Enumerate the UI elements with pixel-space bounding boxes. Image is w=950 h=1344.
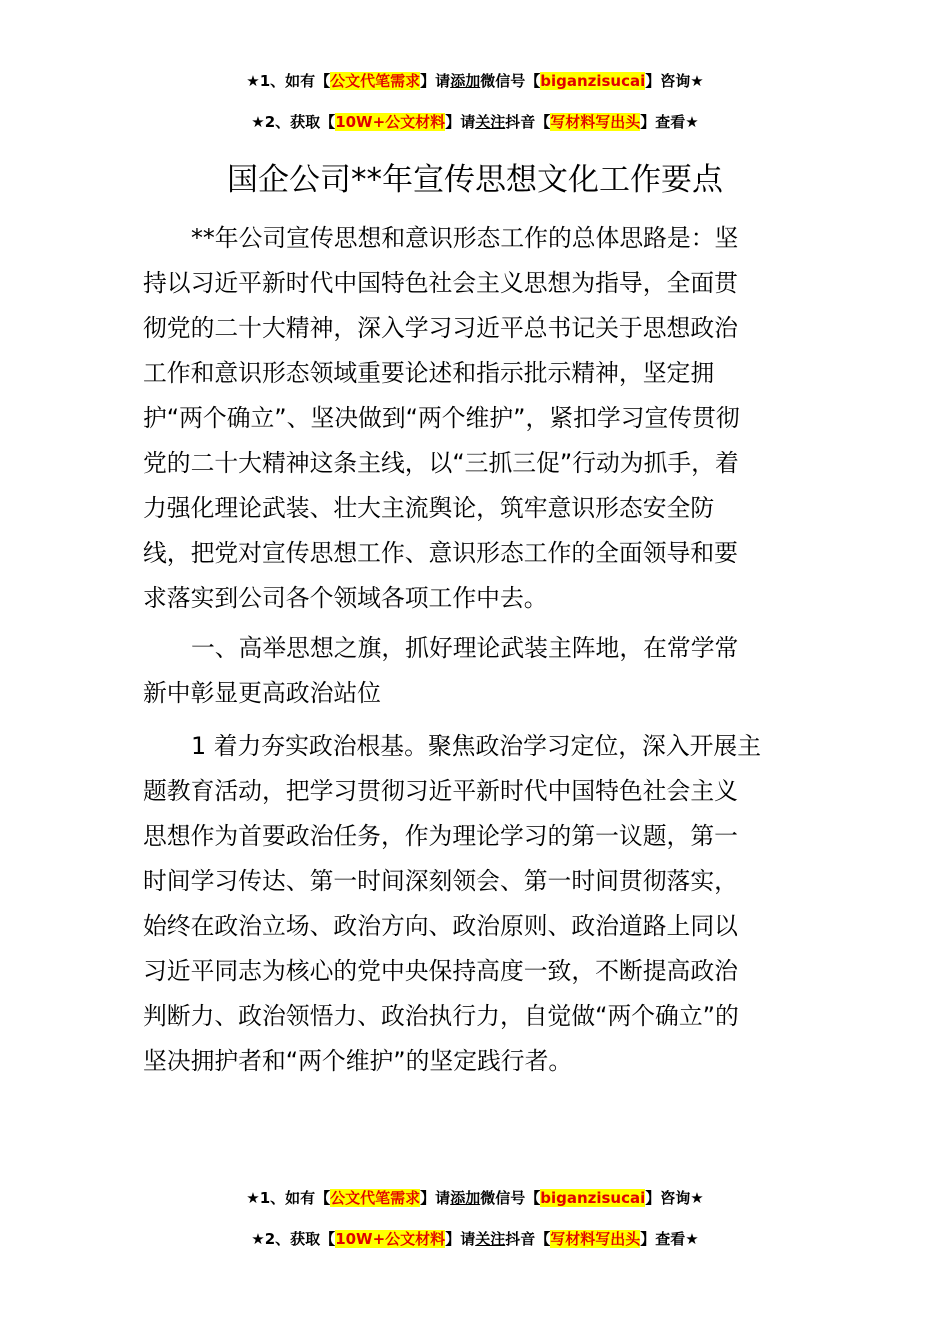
text-line: 始终在政治立场、政治方向、政治原则、政治道路上同以 <box>143 912 738 940</box>
douyin-id: 写材料写出头 <box>550 1230 641 1248</box>
ad-highlight: 10W+公文材料 <box>335 113 446 131</box>
text-line: **年公司宣传思想和意识形态工作的总体思路是：坚 <box>191 224 739 252</box>
ad-emphasis: 关注 <box>475 1230 506 1248</box>
ad-text: ★2、获取【 <box>251 113 336 131</box>
text-line: 求落实到公司各个领域各项工作中去。 <box>143 584 548 612</box>
item-paragraph-1 <box>143 724 807 1084</box>
text-line: 一、高举思想之旗，抓好理论武装主阵地，在常学常 <box>191 634 739 662</box>
ad-highlight: 公文代笔需求 <box>330 1189 421 1207</box>
text-line: 党的二十大精神这条主线，以“三抓三促”行动为抓手，着 <box>143 449 739 477</box>
text-line: 判断力、政治领悟力、政治执行力，自觉做“两个确立”的 <box>143 1002 739 1030</box>
text-line: 题教育活动，把学习贯彻习近平新时代中国特色社会主义 <box>143 777 738 805</box>
ad-text: 】查看★ <box>640 1230 699 1248</box>
text-line: 力强化理论武装、壮大主流舆论，筑牢意识形态安全防 <box>143 494 715 522</box>
ad-highlight: 公文代笔需求 <box>330 72 421 90</box>
ad-text: 微信号【 <box>480 1189 541 1207</box>
text-line: 线，把党对宣传思想工作、意识形态工作的全面领导和要 <box>143 539 738 567</box>
ad-text: ★1、如有【 <box>246 1189 331 1207</box>
ad-text: ★1、如有【 <box>246 72 331 90</box>
douyin-id: 写材料写出头 <box>550 113 641 131</box>
ad-text: 】咨询★ <box>645 72 704 90</box>
wechat-id: biganzisucai <box>540 1189 646 1207</box>
ad-text: 】咨询★ <box>645 1189 704 1207</box>
ad-text: 微信号【 <box>480 72 541 90</box>
header-ad-line-2 <box>0 111 950 133</box>
ad-text: 】请 <box>445 1230 476 1248</box>
ad-text: 】请 <box>420 72 451 90</box>
footer-ad-line-1 <box>0 1187 950 1209</box>
ad-text: 】请 <box>445 113 476 131</box>
text-line: 彻党的二十大精神，深入学习习近平总书记关于思想政治 <box>143 314 738 342</box>
ad-text: 抖音【 <box>505 113 551 131</box>
text-line: 工作和意识形态领域重要论述和指示批示精神，坚定拥 <box>143 359 715 387</box>
text-line: 1 着力夯实政治根基。聚焦政治学习定位，深入开展主 <box>191 732 762 760</box>
text-line: 思想作为首要政治任务，作为理论学习的第一议题，第一 <box>143 822 738 850</box>
document-title: 国企公司**年宣传思想文化工作要点 <box>227 162 723 198</box>
intro-paragraph <box>143 216 807 621</box>
text-line: 新中彰显更高政治站位 <box>143 679 381 707</box>
ad-emphasis: 添加 <box>450 72 481 90</box>
wechat-id: biganzisucai <box>540 72 646 90</box>
ad-text: 】请 <box>420 1189 451 1207</box>
section-heading-1 <box>143 626 807 716</box>
ad-emphasis: 关注 <box>475 113 506 131</box>
text-line: 坚决拥护者和“两个维护”的坚定践行者。 <box>143 1047 573 1075</box>
ad-text: 抖音【 <box>505 1230 551 1248</box>
ad-highlight: 10W+公文材料 <box>335 1230 446 1248</box>
text-line: 时间学习传达、第一时间深刻领会、第一时间贯彻落实， <box>143 867 738 895</box>
ad-text: 】查看★ <box>640 113 699 131</box>
header-ad-line-1 <box>0 70 950 92</box>
text-line: 持以习近平新时代中国特色社会主义思想为指导，全面贯 <box>143 269 738 297</box>
ad-text: ★2、获取【 <box>251 1230 336 1248</box>
footer-ad-line-2 <box>0 1228 950 1250</box>
text-line: 习近平同志为核心的党中央保持高度一致，不断提高政治 <box>143 957 738 985</box>
ad-emphasis: 添加 <box>450 1189 481 1207</box>
text-line: 护“两个确立”、坚决做到“两个维护”，紧扣学习宣传贯彻 <box>143 404 740 432</box>
